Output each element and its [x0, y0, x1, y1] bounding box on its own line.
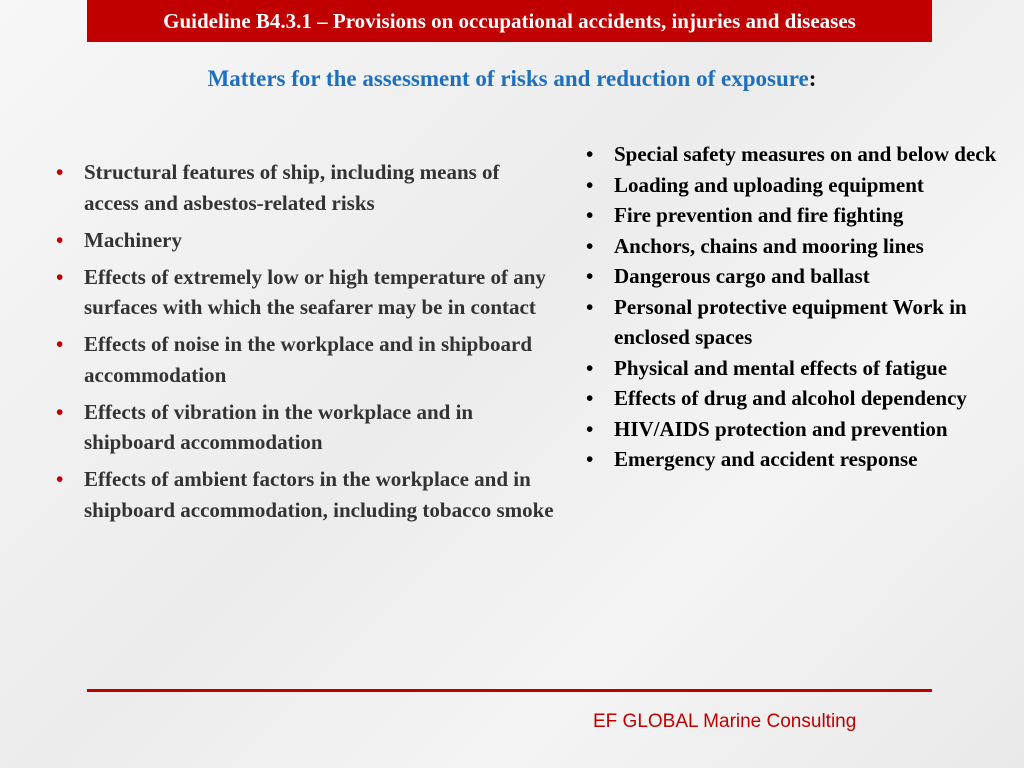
bullet-icon: •	[586, 294, 594, 319]
bullet-icon: •	[56, 399, 64, 424]
bullet-icon: •	[586, 264, 594, 288]
footer-company-name: EF GLOBAL Marine Consulting	[593, 711, 857, 732]
list-item-text: Physical and mental effects of fatigue	[614, 355, 948, 380]
slide-subtitle	[0, 66, 1024, 92]
list-item	[586, 261, 1014, 292]
list-item	[586, 200, 1014, 231]
list-item-text: Effects of noise in the workplace and in shipboard accommodation	[84, 332, 533, 387]
list-item	[56, 464, 554, 525]
bullet-icon: •	[586, 233, 594, 258]
list-item	[586, 383, 1014, 414]
bullet-icon: •	[586, 416, 594, 441]
list-item-text: Emergency and accident response	[614, 447, 918, 471]
list-item-text: Anchors, chains and mooring lines	[614, 233, 924, 258]
list-item-text: Personal protective equipment Work in enclosed spaces	[614, 294, 967, 349]
bullet-icon: •	[56, 332, 64, 356]
subtitle-colon: :	[808, 66, 817, 91]
list-item	[56, 329, 554, 390]
list-item	[586, 353, 1014, 384]
list-item-text: Special safety measures on and below deck	[614, 142, 997, 166]
bullet-icon: •	[586, 142, 594, 166]
list-item	[586, 170, 1014, 201]
bullet-icon: •	[56, 160, 64, 184]
list-item-text: Machinery	[84, 227, 182, 252]
footer-divider	[87, 689, 932, 692]
list-item	[56, 262, 554, 323]
bullet-icon: •	[586, 203, 594, 227]
bullet-icon: •	[586, 447, 594, 471]
list-item	[56, 397, 554, 458]
list-item-text: HIV/AIDS protection and prevention	[614, 416, 948, 441]
list-item	[586, 292, 1014, 353]
bullet-icon: •	[56, 264, 64, 289]
bullet-icon: •	[586, 355, 594, 380]
list-item	[586, 231, 1014, 262]
list-item-text: Effects of ambient factors in the workplace and in shipboard accommodation, including tobacco smoke	[84, 467, 554, 522]
list-item	[56, 225, 554, 256]
list-item-text: Loading and uploading equipment	[614, 172, 924, 197]
list-item	[586, 139, 1014, 170]
right-bullet-list	[586, 139, 1014, 475]
list-item-text: Dangerous cargo and ballast	[614, 264, 870, 288]
bullet-icon: •	[586, 386, 594, 410]
list-item	[586, 414, 1014, 445]
list-item-text: Effects of drug and alcohol dependency	[614, 386, 967, 410]
slide-title-bar	[87, 0, 932, 42]
list-item	[586, 444, 1014, 475]
list-item-text: Effects of extremely low or high temperature of any surfaces with which the seafarer may be in contact	[84, 264, 546, 319]
list-item-text: Effects of vibration in the workplace and in shipboard accommodation	[84, 399, 474, 454]
slide-title: Guideline B4.3.1 – Provisions on occupational accidents, injuries and diseases	[163, 9, 856, 33]
list-item	[56, 157, 554, 218]
bullet-icon: •	[56, 467, 64, 491]
list-item-text: Structural features of ship, including means of access and asbestos-related risks	[84, 160, 500, 215]
list-item-text: Fire prevention and fire fighting	[614, 203, 904, 227]
bullet-icon: •	[586, 172, 594, 197]
bullet-icon: •	[56, 227, 64, 252]
subtitle-text: Matters for the assessment of risks and reduction of exposure	[207, 66, 809, 91]
left-bullet-list	[56, 157, 554, 532]
